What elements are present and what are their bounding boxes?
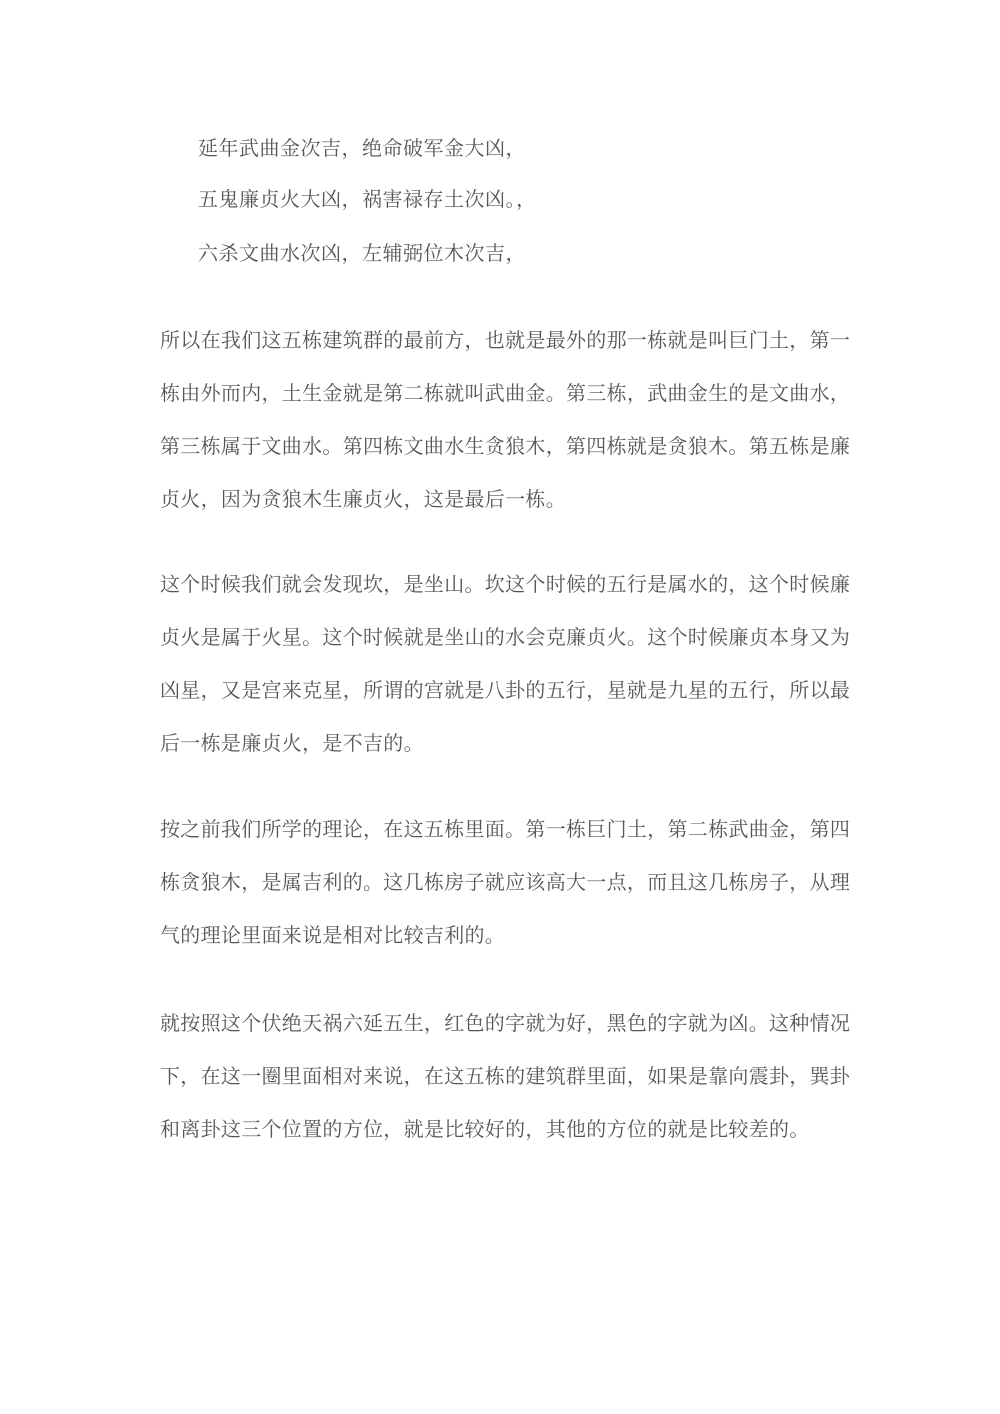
paragraph-2	[160, 558, 850, 770]
paragraph-3	[160, 803, 850, 962]
paragraph-line: 这个时候我们就会发现坎，是坐山。坎这个时候的五行是属水的，这个时候廉	[160, 572, 851, 596]
paragraph-line: 栋贪狼木，是属吉利的。这几栋房子就应该高大一点，而且这几栋房子，从理	[160, 870, 851, 894]
paragraph-1	[160, 314, 850, 526]
paragraph-line: 第三栋属于文曲水。第四栋文曲水生贪狼木，第四栋就是贪狼木。第五栋是廉	[160, 434, 851, 458]
paragraph-4	[160, 997, 850, 1156]
verse-line-1: 延年武曲金次吉，绝命破军金大凶，	[198, 136, 526, 160]
paragraph-line: 按之前我们所学的理论，在这五栋里面。第一栋巨门土，第二栋武曲金，第四	[160, 817, 851, 841]
verse-line-2: 五鬼廉贞火大凶，祸害禄存土次凶。，	[198, 187, 537, 211]
paragraph-line: 下，在这一圈里面相对来说，在这五栋的建筑群里面，如果是靠向震卦，巽卦	[160, 1064, 851, 1088]
paragraph-line: 栋由外而内，土生金就是第二栋就叫武曲金。第三栋，武曲金生的是文曲水，	[160, 381, 851, 405]
paragraph-line: 凶星，又是宫来克星，所谓的宫就是八卦的五行，星就是九星的五行，所以最	[160, 678, 851, 702]
paragraph-line: 和离卦这三个位置的方位，就是比较好的，其他的方位的就是比较差的。	[160, 1117, 810, 1141]
paragraph-line: 气的理论里面来说是相对比较吉利的。	[160, 923, 506, 947]
paragraph-line: 就按照这个伏绝天祸六延五生，红色的字就为好，黑色的字就为凶。这种情况	[160, 1011, 851, 1035]
verse-line-3: 六杀文曲水次凶，左辅弼位木次吉，	[198, 241, 526, 265]
paragraph-line: 贞火是属于火星。这个时候就是坐山的水会克廉贞火。这个时候廉贞本身又为	[160, 625, 851, 649]
paragraph-line: 所以在我们这五栋建筑群的最前方，也就是最外的那一栋就是叫巨门土，第一	[160, 328, 851, 352]
paragraph-line: 贞火，因为贪狼木生廉贞火，这是最后一栋。	[160, 487, 566, 511]
paragraph-line: 后一栋是廉贞火，是不吉的。	[160, 731, 424, 755]
